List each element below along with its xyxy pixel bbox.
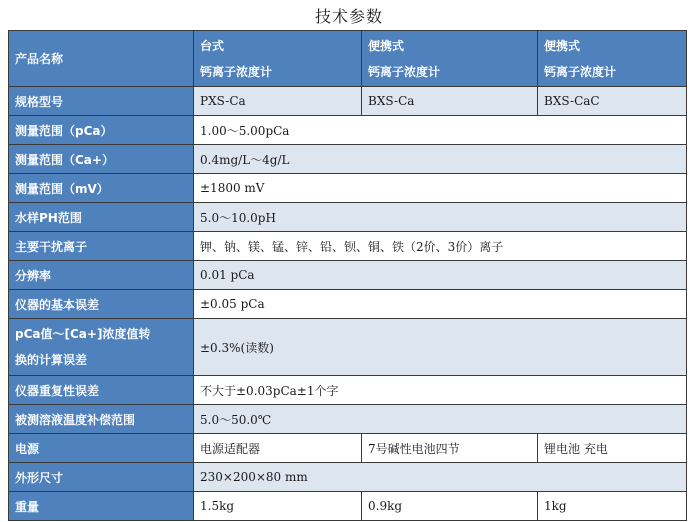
table-header-row xyxy=(9,31,687,87)
table-row xyxy=(9,290,687,319)
cell-resolution: 0.01 pCa xyxy=(194,261,687,290)
cell-model-2: BXS-Ca xyxy=(362,87,538,116)
model-header-1: 台式 钙离子浓度计 xyxy=(194,31,362,87)
cell-weight-1: 1.5kg xyxy=(194,492,362,521)
cell-weight-2: 0.9kg xyxy=(362,492,538,521)
spec-table xyxy=(8,30,687,521)
cell-dimensions: 230×200×80 mm xyxy=(194,463,687,492)
cell-repeatability: 不大于±0.03pCa±1个字 xyxy=(194,376,687,405)
cell-basic-error: ±0.05 pCa xyxy=(194,290,687,319)
cell-range-mv: ±1800 mV xyxy=(194,174,687,203)
table-row xyxy=(9,405,687,434)
row-label-weight: 重量 xyxy=(9,492,194,521)
row-label-interference: 主要干扰离子 xyxy=(9,232,194,261)
row-label-range-mv: 测量范围（mV） xyxy=(9,174,194,203)
row-label-range-pca: 测量范围（pCa） xyxy=(9,116,194,145)
cell-power-2: 7号碱性电池四节 xyxy=(362,434,538,463)
row-label-range-ca: 测量范围（Ca+） xyxy=(9,145,194,174)
table-row xyxy=(9,145,687,174)
row-label-power: 电源 xyxy=(9,434,194,463)
page-title: 技术参数 xyxy=(314,7,383,26)
table-row xyxy=(9,376,687,405)
cell-model-3: BXS-CaC xyxy=(538,87,687,116)
table-row xyxy=(9,319,687,376)
model-header-3: 便携式 钙离子浓度计 xyxy=(538,31,687,87)
row-label-basic-error: 仪器的基本误差 xyxy=(9,290,194,319)
cell-range-pca: 1.00～5.00pCa xyxy=(194,116,687,145)
cell-interference: 钾、钠、镁、锰、锌、铅、钡、铜、铁（2价、3价）离子 xyxy=(194,232,687,261)
row-label-repeatability: 仪器重复性误差 xyxy=(9,376,194,405)
table-row xyxy=(9,232,687,261)
cell-ph-range: 5.0～10.0pH xyxy=(194,203,687,232)
table-row xyxy=(9,116,687,145)
table-row xyxy=(9,434,687,463)
cell-model-1: PXS-Ca xyxy=(194,87,362,116)
table-row xyxy=(9,203,687,232)
cell-range-ca: 0.4mg/L～4g/L xyxy=(194,145,687,174)
table-row xyxy=(9,261,687,290)
row-label-product-name: 产品名称 xyxy=(9,31,194,87)
cell-weight-3: 1kg xyxy=(538,492,687,521)
cell-temp-comp: 5.0～50.0℃ xyxy=(194,405,687,434)
table-row xyxy=(9,87,687,116)
cell-power-3: 锂电池 充电 xyxy=(538,434,687,463)
cell-conversion-error: ±0.3%(读数) xyxy=(194,319,687,376)
table-row xyxy=(9,492,687,521)
row-label-resolution: 分辨率 xyxy=(9,261,194,290)
row-label-dimensions: 外形尺寸 xyxy=(9,463,194,492)
row-label-model: 规格型号 xyxy=(9,87,194,116)
row-label-ph-range: 水样PH范围 xyxy=(9,203,194,232)
row-label-temp-comp: 被测溶液温度补偿范围 xyxy=(9,405,194,434)
model-header-2: 便携式 钙离子浓度计 xyxy=(362,31,538,87)
table-row xyxy=(9,463,687,492)
cell-power-1: 电源适配器 xyxy=(194,434,362,463)
table-row xyxy=(9,174,687,203)
row-label-conversion-error: pCa值～[Ca+]浓度值转 换的计算误差 xyxy=(9,319,194,376)
